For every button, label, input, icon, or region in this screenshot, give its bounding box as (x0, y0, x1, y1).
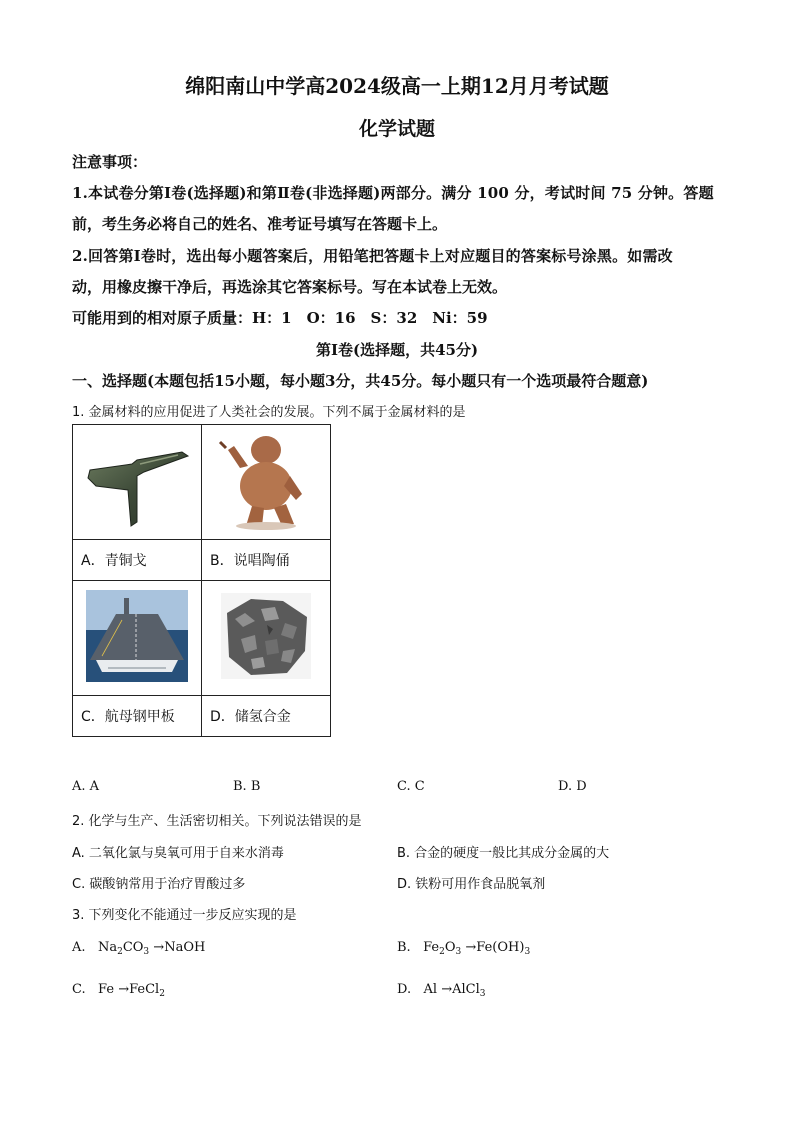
q3-option-a-letter: A. (72, 940, 86, 955)
bronze-dagger-axe-image (82, 430, 192, 530)
q1-option-c[interactable]: C. C (397, 779, 425, 794)
q3-option-c-letter: C. (72, 982, 86, 997)
notes-line-1a: 1.本试卷分第Ⅰ卷(选择题)和第Ⅱ卷(非选择题)两部分。满分 100 分，考试时间 75 分钟。答题 (72, 184, 714, 202)
q1-stem: 1. 金属材料的应用促进了人类社会的发展。下列不属于金属材料的是 (72, 405, 466, 420)
q3-option-a[interactable] (72, 940, 205, 957)
notes-line-2b: 动，用橡皮擦干净后，再选涂其它答案标号。写在本试卷上无效。 (72, 278, 508, 296)
atomic-mass-line: 可能用到的相对原子质量：H：1 O：16 S：32 Ni：59 (72, 309, 488, 327)
q3-option-c[interactable] (72, 982, 165, 999)
q1-cell-d-image (202, 581, 331, 696)
storyteller-figurine-image (216, 428, 316, 532)
notes-line-2a: 2.回答第Ⅰ卷时，选出每小题答案后，用铅笔把答题卡上对应题目的答案标号涂黑。如需改 (72, 247, 673, 265)
notes-line-1b: 前，考生务必将自己的姓名、准考证号填写在答题卡上。 (72, 215, 448, 233)
q1-cell-c-label: C．航母钢甲板 (73, 696, 202, 737)
q1-cell-a-label: A．青铜戈 (73, 540, 202, 581)
q1-cell-b-image (202, 425, 331, 540)
section-heading: 一、选择题(本题包括15小题，每小题3分，共45分。每小题只有一个选项最符合题意) (72, 372, 649, 390)
q1-option-d[interactable]: D. D (558, 779, 587, 794)
hydrogen-storage-alloy-image (221, 593, 311, 679)
q3-option-b-letter: B. (397, 940, 411, 955)
q2-option-c[interactable]: C. 碳酸钠常用于治疗胃酸过多 (72, 877, 246, 892)
q1-cell-a-image (73, 425, 202, 540)
q1-option-b[interactable]: B. B (233, 779, 261, 794)
q2-option-b[interactable]: B. 合金的硬度一般比其成分金属的大 (397, 846, 610, 861)
q3-option-d-letter: D. (397, 982, 412, 997)
q2-option-a[interactable]: A. 二氧化氯与臭氧可用于自来水消毒 (72, 846, 284, 861)
aircraft-carrier-image (86, 590, 188, 682)
q1-option-a[interactable]: A. A (72, 779, 100, 794)
q3-formula-b: $Fe_2O_3 \to Fe(OH)_3$ (423, 940, 531, 957)
q1-cell-d-label: D．储氢合金 (202, 696, 331, 737)
q1-cell-b-label: B．说唱陶俑 (202, 540, 331, 581)
q3-stem: 3. 下列变化不能通过一步反应实现的是 (72, 908, 297, 923)
part-one-title: 第Ⅰ卷(选择题，共45分) (315, 341, 479, 359)
exam-title: 绵阳南山中学高2024级高一上期12月月考试题 (185, 74, 609, 98)
q3-option-d[interactable] (397, 982, 485, 999)
q2-option-d[interactable]: D. 铁粉可用作食品脱氧剂 (397, 877, 546, 892)
q2-stem: 2. 化学与生产、生活密切相关。下列说法错误的是 (72, 814, 362, 829)
q3-formula-a: $Na_2CO_3$ →NaOH (97, 940, 206, 957)
q3-formula-d: Al →AlCl$_3$ (423, 982, 486, 999)
q3-option-b[interactable] (397, 940, 530, 957)
q1-image-table (72, 424, 331, 737)
q3-formula-c: Fe →FeCl$_2$ (98, 982, 165, 999)
subject-title: 化学试题 (358, 118, 435, 140)
notes-heading: 注意事项： (72, 153, 148, 171)
q1-cell-c-image (73, 581, 202, 696)
